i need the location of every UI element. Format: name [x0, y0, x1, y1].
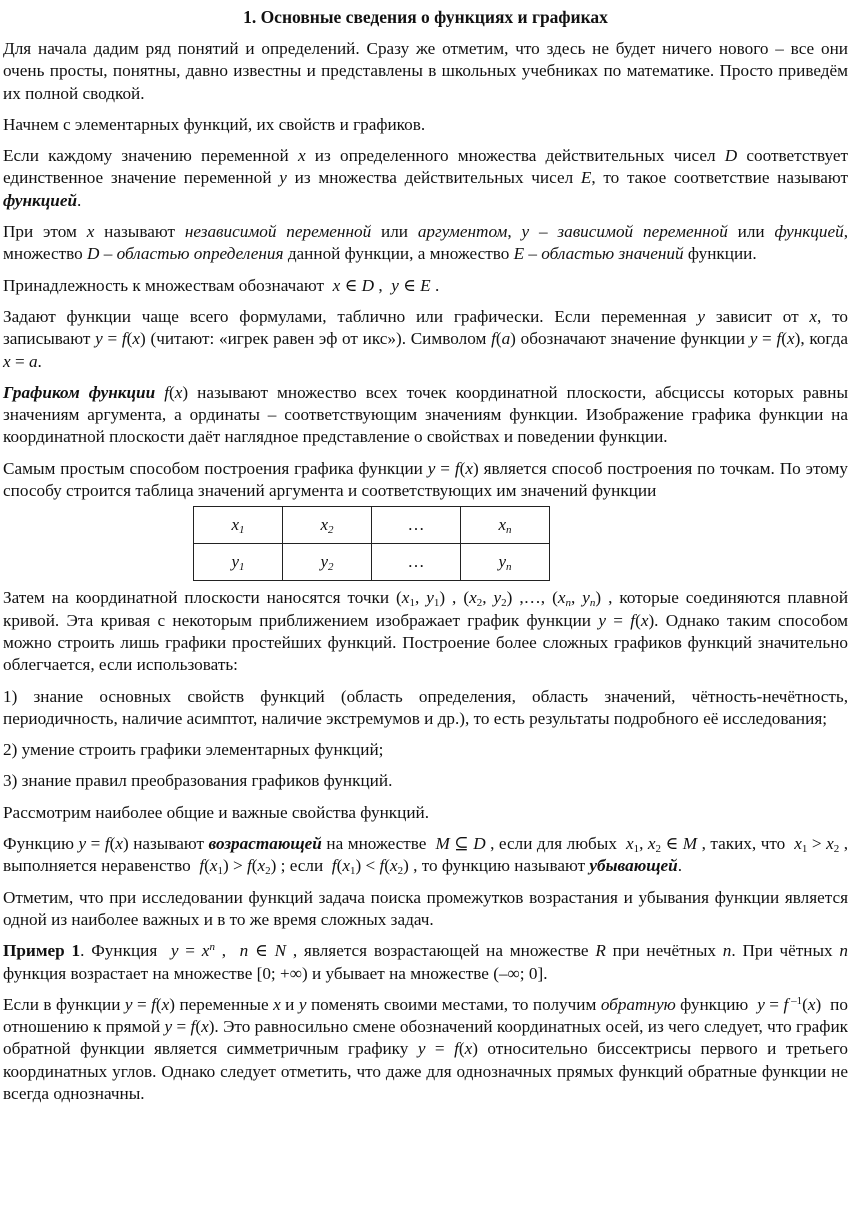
table-cell: … — [372, 544, 461, 581]
paragraph-points: Затем на координатной плоскости наносятся точки ($x_1$, $y_1$) , ($x_2$, $y_2$) ,…, ($x_n$, $y_n$) , которые соединяются плавной кривой. Эта кривая с некоторым приближением изображает график функции y = f(x). Однако таким способом можно строить лишь графики простейших функций. Построение более сложных графиков функций значительно облегчается, если использовать: — [3, 588, 849, 675]
list-item: 2) умение строить графики элементарных функций; — [3, 740, 384, 760]
paragraph-example: Пример 1. Функция $y = x^n$ , n ∈ N , является возрастающей на множестве R при нечётных n. При чётных n функция возрастает на множестве [0; +∞) и убывает на множестве (–∞; 0]. — [3, 941, 848, 983]
paragraph-argument-definition: При этом x называют независимой переменной или аргументом, y – зависимой переменной или функцией, множество D – областью определения данной функции, а множество E – областью значений функции. — [3, 222, 849, 264]
table-cell: $x_2$ — [283, 507, 372, 544]
paragraph-formula: Задают функции чаще всего формулами, таблично или графически. Если переменная y зависит от x, то записывают y = f(x) (читают: «игрек равен эф от икс»). Символом f(a) обозначают значение функции y = f(x), когда x = a. — [3, 306, 849, 371]
list-item: 3) знание правил преобразования графиков функций. — [3, 771, 393, 791]
paragraph-consider: Рассмотрим наиболее общие и важные свойства функций. — [3, 802, 430, 822]
table-cell: $y_2$ — [283, 544, 372, 581]
table-cell: … — [372, 507, 461, 544]
list-item: 1) знание основных свойств функций (область определения, область значений, чётность-нечётность, периодичность, наличие асимптот, наличие экстремумов и др.), то есть результаты подробного её исследования; — [3, 686, 848, 728]
paragraph-plotting-method: Самым простым способом построения графика функции y = f(x) является способ построения по точкам. По этому способу строится таблица значений аргумента и соответствующих им значений функции — [3, 458, 848, 501]
table-row — [194, 507, 550, 544]
table-cell: $x_1$ — [194, 507, 283, 544]
paragraph-graph-definition: Графиком функции f(x) называют множество всех точек координатной плоскости, абсциссы которых равны значениям аргумента, а ординаты – соответствующим значениям функции. Изображение графика функции на координатной плоскости даёт наглядное представление о свойствах и поведении функции. — [3, 382, 849, 447]
table-cell: $x_n$ — [461, 507, 550, 544]
table-cell: $y_1$ — [194, 544, 283, 581]
paragraph-note: Отметим, что при исследовании функций задача поиска промежутков возрастания и убывания функции является одной из наиболее важных и в то же время сложных задач. — [3, 887, 848, 929]
values-table — [193, 506, 550, 581]
table-cell: $y_n$ — [461, 544, 550, 581]
table-row — [194, 544, 550, 581]
paragraph-elementary: Начнем с элементарных функций, их свойств и графиков. — [3, 114, 426, 134]
paragraph-intro: Для начала дадим ряд понятий и определений. Сразу же отметим, что здесь не будет ничего нового – все они очень просты, понятны, давно известны и представлены в школьных учебниках по математике. Просто приведём их полной сводкой. — [3, 39, 848, 103]
paragraph-function-definition: Если каждому значению переменной x из определенного множества действительных чисел D соответствует единственное значение переменной y из множества действительных чисел E, то такое соответствие называют функцией. — [3, 146, 849, 210]
paragraph-inverse: Если в функции y = f(x) переменные x и y поменять своими местами, то получим обратную функцию y = f $^{-1}$(x) по отношению к прямой y = f(x). Это равносильно смене обозначений координатных осей, из чего следует, что график обратной функции является симметричным графику y = f(x) относительно биссектрисы первого и третьего координатных углов. Однако следует отметить, что даже для однозначных прямых функций обратные функции не всегда однозначны. — [3, 994, 848, 1103]
paragraph-increasing: Функцию y = f(x) называют возрастающей на множестве M ⊆ D , если для любых $x_1$, $x_2$ ∈ M , таких, что $x_1 > x_2$ , выполняется неравенство $f(x_1) > f(x_2)$ ; если $f(x_1) < f(x_2)$ , то функцию называют убывающей. — [3, 834, 849, 878]
paragraph-membership: Принадлежность к множествам обозначают x ∈ D , y ∈ E . — [3, 275, 440, 295]
section-title: 1. Основные сведения о функциях и графиках — [243, 7, 608, 27]
